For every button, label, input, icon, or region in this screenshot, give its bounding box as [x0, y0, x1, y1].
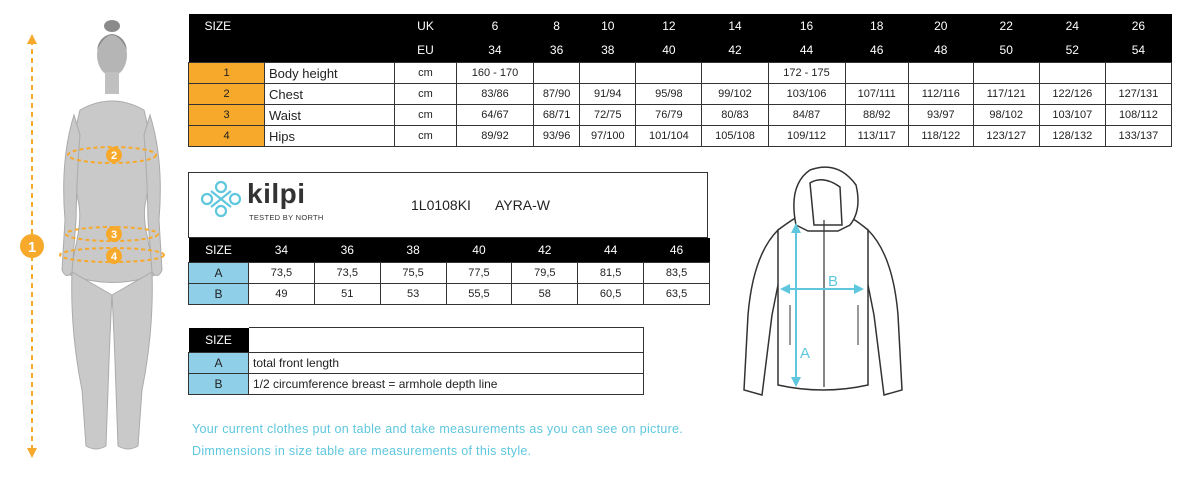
row-label: Hips: [265, 126, 395, 147]
table-cell: 107/111: [845, 84, 908, 105]
table-row: [189, 84, 1172, 105]
product-size: 34: [249, 238, 315, 263]
table-cell: 128/132: [1039, 126, 1105, 147]
uk-size: 14: [702, 14, 768, 38]
table-cell: [1105, 63, 1171, 84]
kilpi-logo-icon: [199, 179, 243, 219]
table-cell: 127/131: [1105, 84, 1171, 105]
table-cell: [973, 63, 1039, 84]
measurement-a-label: A: [800, 345, 811, 362]
uk-size: 20: [908, 14, 973, 38]
uk-size: 16: [768, 14, 845, 38]
size-header: SIZE: [189, 14, 265, 38]
table-cell: 89/92: [457, 126, 534, 147]
table-row: [189, 352, 644, 373]
hips-marker-label: 4: [110, 251, 118, 263]
table-cell: [636, 63, 702, 84]
row-unit: cm: [395, 84, 457, 105]
table-cell: 73,5: [249, 263, 315, 284]
brand-tagline: TESTED BY NORTH: [249, 213, 324, 222]
legend-header: [189, 328, 644, 353]
table-cell: 49: [249, 284, 315, 305]
table-cell: [533, 63, 579, 84]
table-cell: 93/97: [908, 105, 973, 126]
table-cell: 108/112: [1105, 105, 1171, 126]
table-cell: [702, 63, 768, 84]
table-cell: 51: [314, 284, 380, 305]
table-row: [189, 105, 1172, 126]
table-cell: 77,5: [446, 263, 512, 284]
table-row: [189, 263, 710, 284]
eu-size: 34: [457, 38, 534, 63]
eu-header-row: [189, 38, 1172, 63]
eu-size: 50: [973, 38, 1039, 63]
table-cell: 112/116: [908, 84, 973, 105]
table-cell: 133/137: [1105, 126, 1171, 147]
uk-header-row: [189, 14, 1172, 38]
table-cell: [580, 63, 636, 84]
table-cell: 80/83: [702, 105, 768, 126]
table-row: [189, 126, 1172, 147]
eu-size: 54: [1105, 38, 1171, 63]
row-number: 3: [189, 105, 265, 126]
table-cell: 55,5: [446, 284, 512, 305]
table-cell: 113/117: [845, 126, 908, 147]
table-cell: 53: [380, 284, 446, 305]
eu-size: 46: [845, 38, 908, 63]
table-cell: 68/71: [533, 105, 579, 126]
table-cell: 83,5: [644, 263, 710, 284]
table-cell: 84/87: [768, 105, 845, 126]
eu-size: 42: [702, 38, 768, 63]
table-cell: 64/67: [457, 105, 534, 126]
product-code: 1L0108KI: [411, 197, 471, 213]
eu-size: 36: [533, 38, 579, 63]
row-unit: cm: [395, 63, 457, 84]
row-description: total front length: [249, 352, 644, 373]
table-cell: 97/100: [580, 126, 636, 147]
body-size-table: [188, 14, 1172, 147]
table-cell: [908, 63, 973, 84]
eu-size: 40: [636, 38, 702, 63]
table-cell: 60,5: [578, 284, 644, 305]
uk-size: 18: [845, 14, 908, 38]
product-size: 46: [644, 238, 710, 263]
product-size-table: [188, 238, 710, 305]
table-cell: 160 - 170: [457, 63, 534, 84]
table-cell: 63,5: [644, 284, 710, 305]
product-size: 42: [512, 238, 578, 263]
table-cell: 75,5: [380, 263, 446, 284]
uk-size: 24: [1039, 14, 1105, 38]
table-cell: 105/108: [702, 126, 768, 147]
height-marker-label: 1: [27, 239, 37, 256]
table-cell: 99/102: [702, 84, 768, 105]
table-cell: 88/92: [845, 105, 908, 126]
table-cell: [1039, 63, 1105, 84]
table-cell: 118/122: [908, 126, 973, 147]
measurement-legend-table: [188, 327, 644, 395]
table-row: [189, 373, 644, 394]
table-cell: 98/102: [973, 105, 1039, 126]
table-cell: 87/90: [533, 84, 579, 105]
table-cell: 109/112: [768, 126, 845, 147]
chest-marker-label: 2: [110, 150, 118, 162]
table-cell: 72/75: [580, 105, 636, 126]
table-cell: 81,5: [578, 263, 644, 284]
row-label: Body height: [265, 63, 395, 84]
product-header: [188, 172, 708, 238]
table-cell: [845, 63, 908, 84]
size-header: SIZE: [189, 238, 249, 263]
product-size-header: [189, 238, 710, 263]
table-cell: 58: [512, 284, 578, 305]
uk-size: 10: [580, 14, 636, 38]
table-cell: 101/104: [636, 126, 702, 147]
table-row: [189, 284, 710, 305]
table-cell: 79,5: [512, 263, 578, 284]
row-label: Chest: [265, 84, 395, 105]
row-label: A: [189, 263, 249, 284]
product-name: AYRA-W: [495, 197, 550, 213]
eu-label: EU: [395, 38, 457, 63]
row-label: A: [189, 352, 249, 373]
eu-size: 44: [768, 38, 845, 63]
table-cell: 172 - 175: [768, 63, 845, 84]
brand-name: kilpi: [247, 178, 306, 209]
uk-size: 26: [1105, 14, 1171, 38]
uk-size: 8: [533, 14, 579, 38]
waist-marker-label: 3: [110, 229, 118, 241]
table-cell: 83/86: [457, 84, 534, 105]
row-unit: cm: [395, 105, 457, 126]
table-cell: 123/127: [973, 126, 1039, 147]
eu-size: 38: [580, 38, 636, 63]
product-size: 36: [314, 238, 380, 263]
row-label: B: [189, 284, 249, 305]
product-size: 44: [578, 238, 644, 263]
instruction-line-1: Your current clothes put on table and take measurements as you can see on picture.: [192, 422, 684, 436]
row-number: 4: [189, 126, 265, 147]
product-size: 40: [446, 238, 512, 263]
uk-size: 6: [457, 14, 534, 38]
body-figure: [10, 10, 185, 460]
row-label: B: [189, 373, 249, 394]
table-cell: 103/106: [768, 84, 845, 105]
table-cell: 73,5: [314, 263, 380, 284]
uk-size: 22: [973, 14, 1039, 38]
jacket-diagram: [738, 165, 908, 415]
row-number: 1: [189, 63, 265, 84]
uk-size: 12: [636, 14, 702, 38]
table-cell: 76/79: [636, 105, 702, 126]
table-cell: 93/96: [533, 126, 579, 147]
eu-size: 52: [1039, 38, 1105, 63]
table-cell: 95/98: [636, 84, 702, 105]
eu-size: 48: [908, 38, 973, 63]
table-row: [189, 63, 1172, 84]
table-cell: 117/121: [973, 84, 1039, 105]
row-unit: cm: [395, 126, 457, 147]
row-description: 1/2 circumference breast = armhole depth line: [249, 373, 644, 394]
table-cell: 122/126: [1039, 84, 1105, 105]
size-header: SIZE: [189, 328, 249, 353]
table-cell: 103/107: [1039, 105, 1105, 126]
uk-label: UK: [395, 14, 457, 38]
instruction-line-2: Dimmensions in size table are measurements of this style.: [192, 444, 532, 458]
product-size: 38: [380, 238, 446, 263]
row-label: Waist: [265, 105, 395, 126]
table-cell: 91/94: [580, 84, 636, 105]
measurement-b-label: B: [828, 273, 839, 290]
row-number: 2: [189, 84, 265, 105]
